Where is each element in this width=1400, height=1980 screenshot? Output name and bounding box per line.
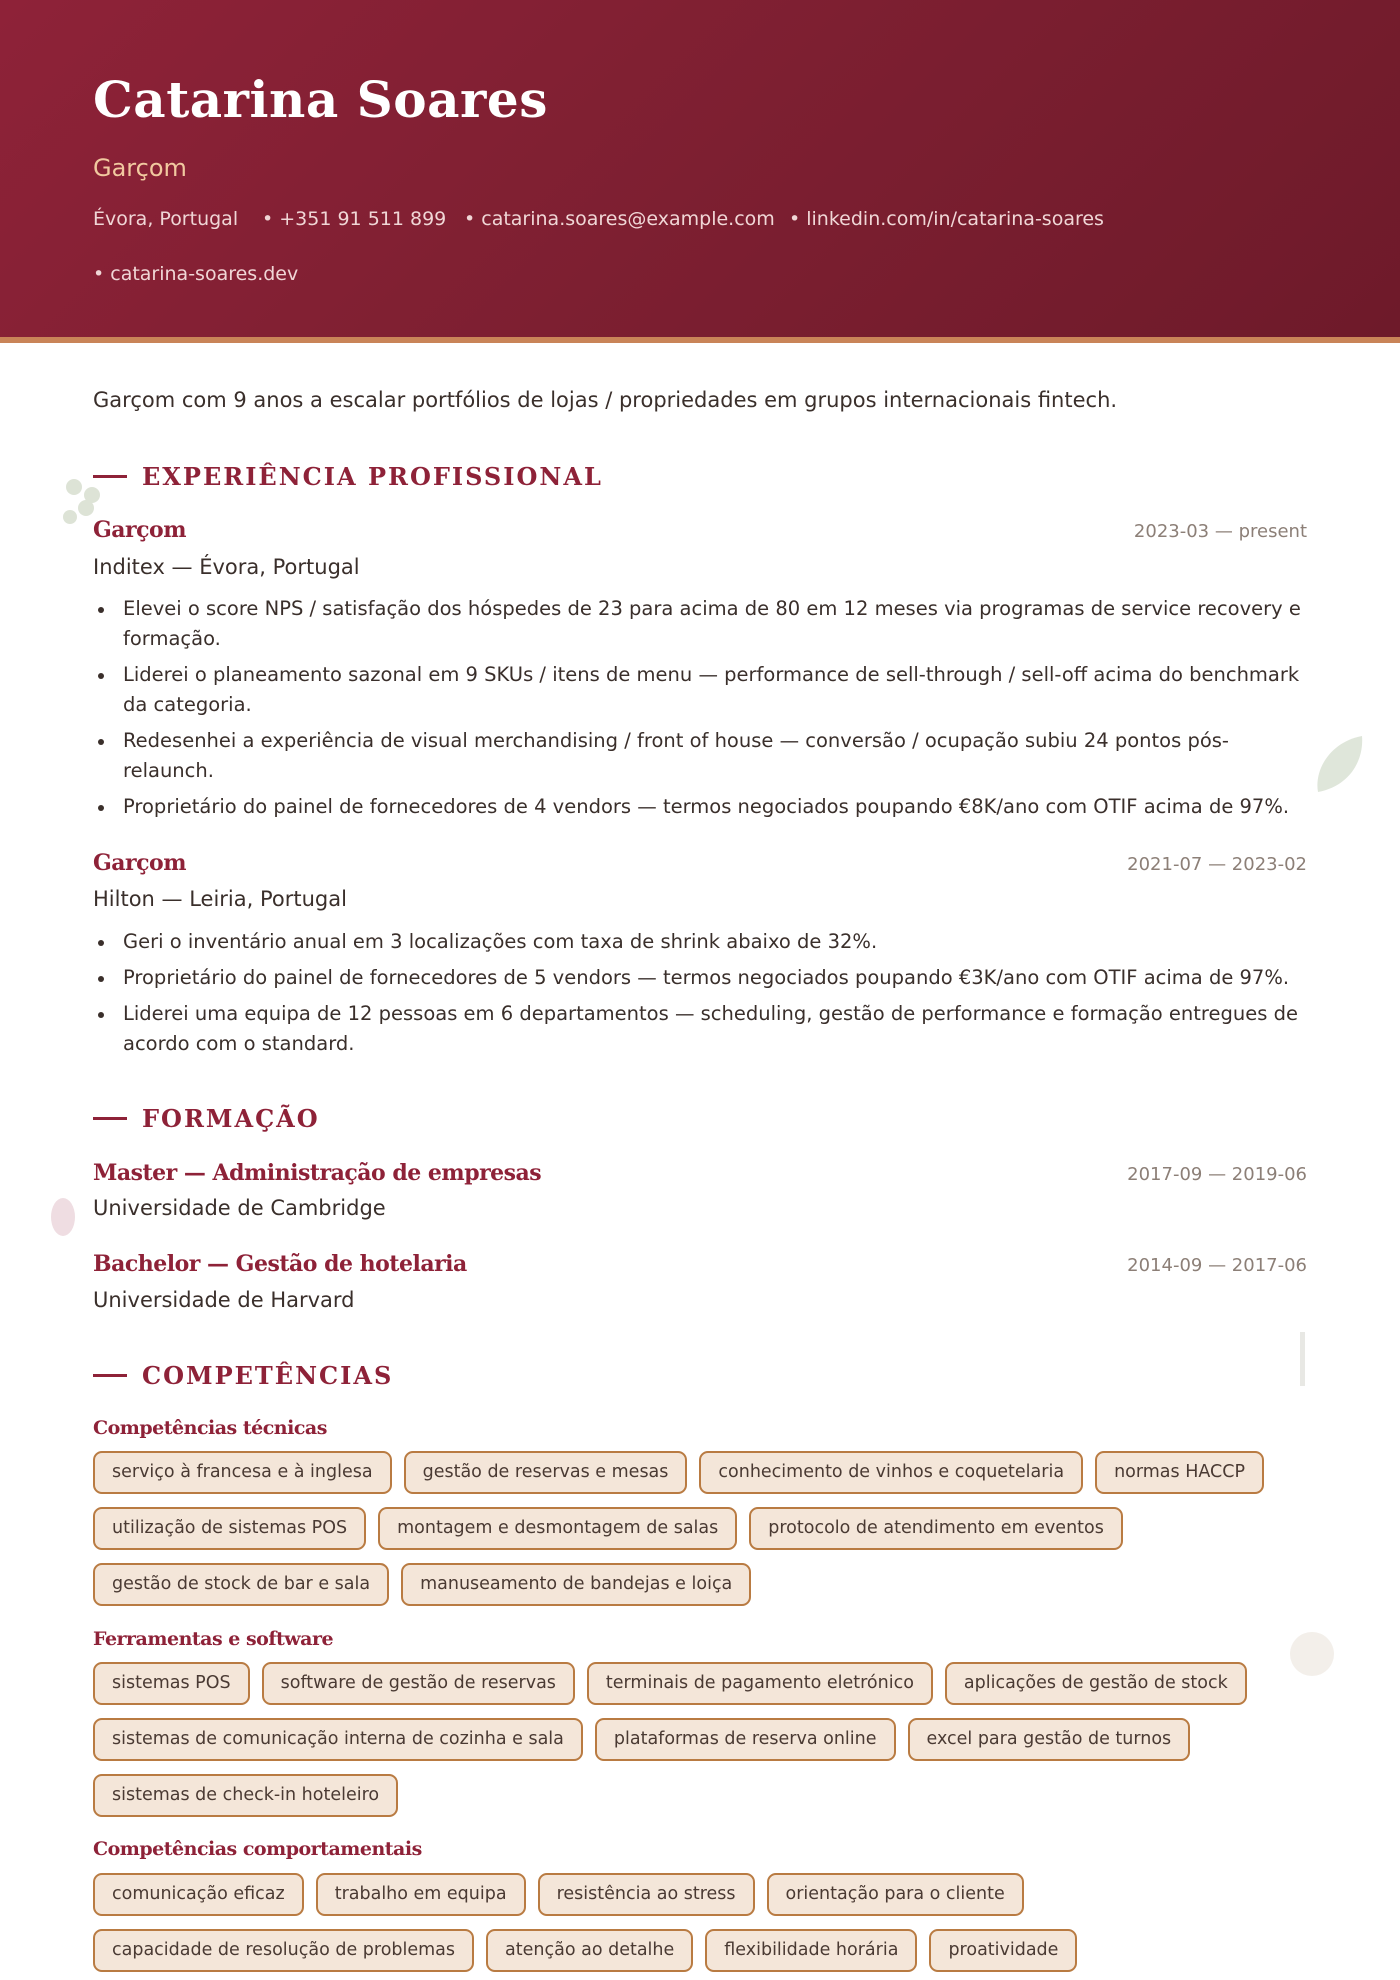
skill-chip: protocolo de atendimento em eventos xyxy=(749,1507,1123,1550)
degree-dates: 2014-09 — 2017-06 xyxy=(1127,1255,1307,1276)
school-name: Universidade de Harvard xyxy=(93,1288,355,1312)
skill-chip: resistência ao stress xyxy=(538,1873,755,1916)
job-title: Garçom xyxy=(93,517,186,543)
section-dash xyxy=(93,1117,127,1120)
skill-chip: gestão de reservas e mesas xyxy=(404,1451,688,1494)
skill-chip: flexibilidade horária xyxy=(705,1929,917,1972)
job-bullet: Liderei uma equipa de 12 pessoas em 6 departamentos — scheduling, gestão de performance e formação entregues de acordo com o standard. xyxy=(93,999,1307,1059)
job-title: Garçom xyxy=(93,850,186,876)
section-title-skills xyxy=(93,1361,393,1390)
degree-title: Bachelor — Gestão de hotelaria xyxy=(93,1251,467,1277)
skill-chip: terminais de pagamento eletrónico xyxy=(587,1662,933,1705)
job-dates: 2023-03 — present xyxy=(1133,521,1307,542)
job-bullet: Redesenhei a experiência de visual merchandising / front of house — conversão / ocupação subiu 24 pontos pós-relaunch. xyxy=(93,726,1307,786)
contact-linkedin[interactable]: • linkedin.com/in/catarina-soares xyxy=(789,208,1104,230)
skill-chip: comunicação eficaz xyxy=(93,1873,304,1916)
job-organization: Inditex — Évora, Portugal xyxy=(93,555,360,579)
section-title-experience xyxy=(93,462,603,491)
school-name: Universidade de Cambridge xyxy=(93,1196,386,1220)
skill-chip: sistemas de comunicação interna de cozinha e sala xyxy=(93,1718,583,1761)
job-bullet: Proprietário do painel de fornecedores de 5 vendors — termos negociados poupando €3K/ano com OTIF acima de 97%. xyxy=(93,963,1307,993)
contact-location: Évora, Portugal xyxy=(93,208,239,230)
skill-chip-list xyxy=(93,1451,1313,1606)
section-title-text: FORMAÇÃO xyxy=(142,1104,320,1133)
job-dates: 2021-07 — 2023-02 xyxy=(1127,854,1307,875)
skill-category-title: Ferramentas e software xyxy=(93,1628,334,1650)
skill-chip: montagem e desmontagem de salas xyxy=(378,1507,737,1550)
section-dash xyxy=(93,1374,127,1377)
candidate-name: Catarina Soares xyxy=(93,70,548,129)
skill-chip: trabalho em equipa xyxy=(316,1873,526,1916)
contact-website[interactable]: • catarina-soares.dev xyxy=(93,263,299,285)
section-dash xyxy=(93,475,127,478)
header-banner xyxy=(0,0,1400,343)
job-bullet: Elevei o score NPS / satisfação dos hóspedes de 23 para acima de 80 em 12 meses via programas de service recovery e formação. xyxy=(93,594,1307,654)
skill-chip: excel para gestão de turnos xyxy=(908,1718,1191,1761)
skill-chip: gestão de stock de bar e sala xyxy=(93,1563,389,1606)
degree-dates: 2017-09 — 2019-06 xyxy=(1127,1164,1307,1185)
skill-chip-list xyxy=(93,1662,1313,1817)
skill-chip: sistemas POS xyxy=(93,1662,250,1705)
candidate-role: Garçom xyxy=(93,154,187,182)
job-bullets xyxy=(93,594,1307,828)
section-title-text: EXPERIÊNCIA PROFISSIONAL xyxy=(142,462,603,491)
skill-chip-list xyxy=(93,1873,1313,1972)
contact-email[interactable]: • catarina.soares@example.com xyxy=(464,208,775,230)
contact-phone[interactable]: • +351 91 511 899 xyxy=(262,208,447,230)
oval-decoration-icon xyxy=(48,1195,78,1240)
job-bullet: Proprietário do painel de fornecedores de 4 vendors — termos negociados poupando €8K/ano com OTIF acima de 97%. xyxy=(93,792,1307,822)
job-organization: Hilton — Leiria, Portugal xyxy=(93,887,347,911)
skill-chip: normas HACCP xyxy=(1095,1451,1264,1494)
job-bullets xyxy=(93,927,1307,1065)
section-title-text: COMPETÊNCIAS xyxy=(142,1361,394,1390)
skill-chip: utilização de sistemas POS xyxy=(93,1507,366,1550)
section-title-education xyxy=(93,1104,320,1133)
leaf-decoration-icon xyxy=(1310,730,1370,800)
skill-chip: software de gestão de reservas xyxy=(262,1662,575,1705)
skill-chip: proatividade xyxy=(929,1929,1077,1972)
degree-title: Master — Administração de empresas xyxy=(93,1160,542,1186)
profile-summary: Garçom com 9 anos a escalar portfólios de lojas / propriedades em grupos internacionais fintech. xyxy=(93,388,1118,412)
skill-chip: serviço à francesa e à inglesa xyxy=(93,1451,392,1494)
job-bullet: Liderei o planeamento sazonal em 9 SKUs / itens de menu — performance de sell-through / sell-off acima do benchmark da categoria. xyxy=(93,660,1307,720)
skill-chip: plataformas de reserva online xyxy=(595,1718,896,1761)
skill-chip: sistemas de check-in hoteleiro xyxy=(93,1774,398,1817)
skill-chip: conhecimento de vinhos e coquetelaria xyxy=(699,1451,1083,1494)
skill-chip: aplicações de gestão de stock xyxy=(945,1662,1247,1705)
skill-chip: manuseamento de bandejas e loiça xyxy=(401,1563,751,1606)
skill-category-title: Competências comportamentais xyxy=(93,1838,422,1860)
skill-category-title: Competências técnicas xyxy=(93,1417,327,1439)
line-decoration xyxy=(1300,1332,1305,1386)
skill-chip: atenção ao detalhe xyxy=(486,1929,693,1972)
skill-chip: orientação para o cliente xyxy=(767,1873,1024,1916)
job-bullet: Geri o inventário anual em 3 localizações com taxa de shrink abaixo de 32%. xyxy=(93,927,1307,957)
skill-chip: capacidade de resolução de problemas xyxy=(93,1929,474,1972)
